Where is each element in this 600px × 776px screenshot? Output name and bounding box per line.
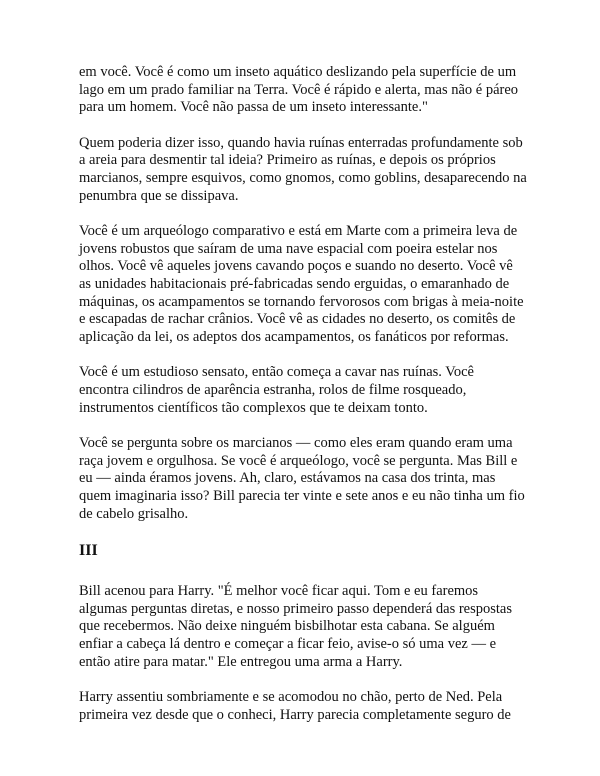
paragraph-7: Harry assentiu sombriamente e se acomodou no chão, perto de Ned. Pela primeira vez desde que o conheci, Harry parecia completamente seguro de [79,688,511,723]
paragraph-6: Bill acenou para Harry. "É melhor você ficar aqui. Tom e eu faremos algumas perguntas diretas, e nosso primeiro passo dependerá das respostas que recebermos. Não deixe ninguém bisbilhotar esta cabana. Se alguém enfiar a cabeça lá dentro e começar a ficar feio, avise-o só uma vez — e então atire para matar." Ele entregou uma arma a Harry. [79,582,513,670]
paragraph-5: Você se pergunta sobre os marcianos — como eles eram quando eram uma raça jovem e orgulhosa. Se você é arqueólogo, você se pergunta. Mas Bill e eu — ainda éramos jovens. Ah, claro, estávamos na casa dos trinta, mas quem imaginaria isso? Bill parecia ter vinte e sete anos e eu não tinha um fio de cabelo grisalho. [79,434,525,522]
document-page [79,64,527,742]
paragraph-1: em você. Você é como um inseto aquático deslizando pela superfície de um lago em um prado familiar na Terra. Você é rápido e alerta, mas não é páreo para um homem. Você não passa de um inseto interessante." [79,64,519,116]
section-heading: III [79,541,98,559]
paragraph-4: Você é um estudioso sensato, então começa a cavar nas ruínas. Você encontra cilindros de aparência estranha, rolos de filme rosqueado, instrumentos científicos tão complexos que te deixam tonto. [79,364,474,416]
paragraph-2: Quem poderia dizer isso, quando havia ruínas enterradas profundamente sob a areia para desmentir tal ideia? Primeiro as ruínas, e depois os próprios marcianos, sempre esquivos, como gnomos, como goblins, desaparecendo na penumbra que se dissipava. [79,134,527,204]
paragraph-3: Você é um arqueólogo comparativo e está em Marte com a primeira leva de jovens robustos que saíram de uma nave espacial com poeira estelar nos olhos. Você vê aqueles jovens cavando poços e suando no deserto. Você vê as unidades habitacionais pré-fabricadas sendo erguidas, o emaranhado de máquinas, os acampamentos se tornando fervorosos com brigas à meia-noite e escapadas de rachar crânios. Você vê as cidades no deserto, os comitês de aplicação da lei, os adeptos dos acampamentos, os fanáticos por reformas. [79,222,524,346]
